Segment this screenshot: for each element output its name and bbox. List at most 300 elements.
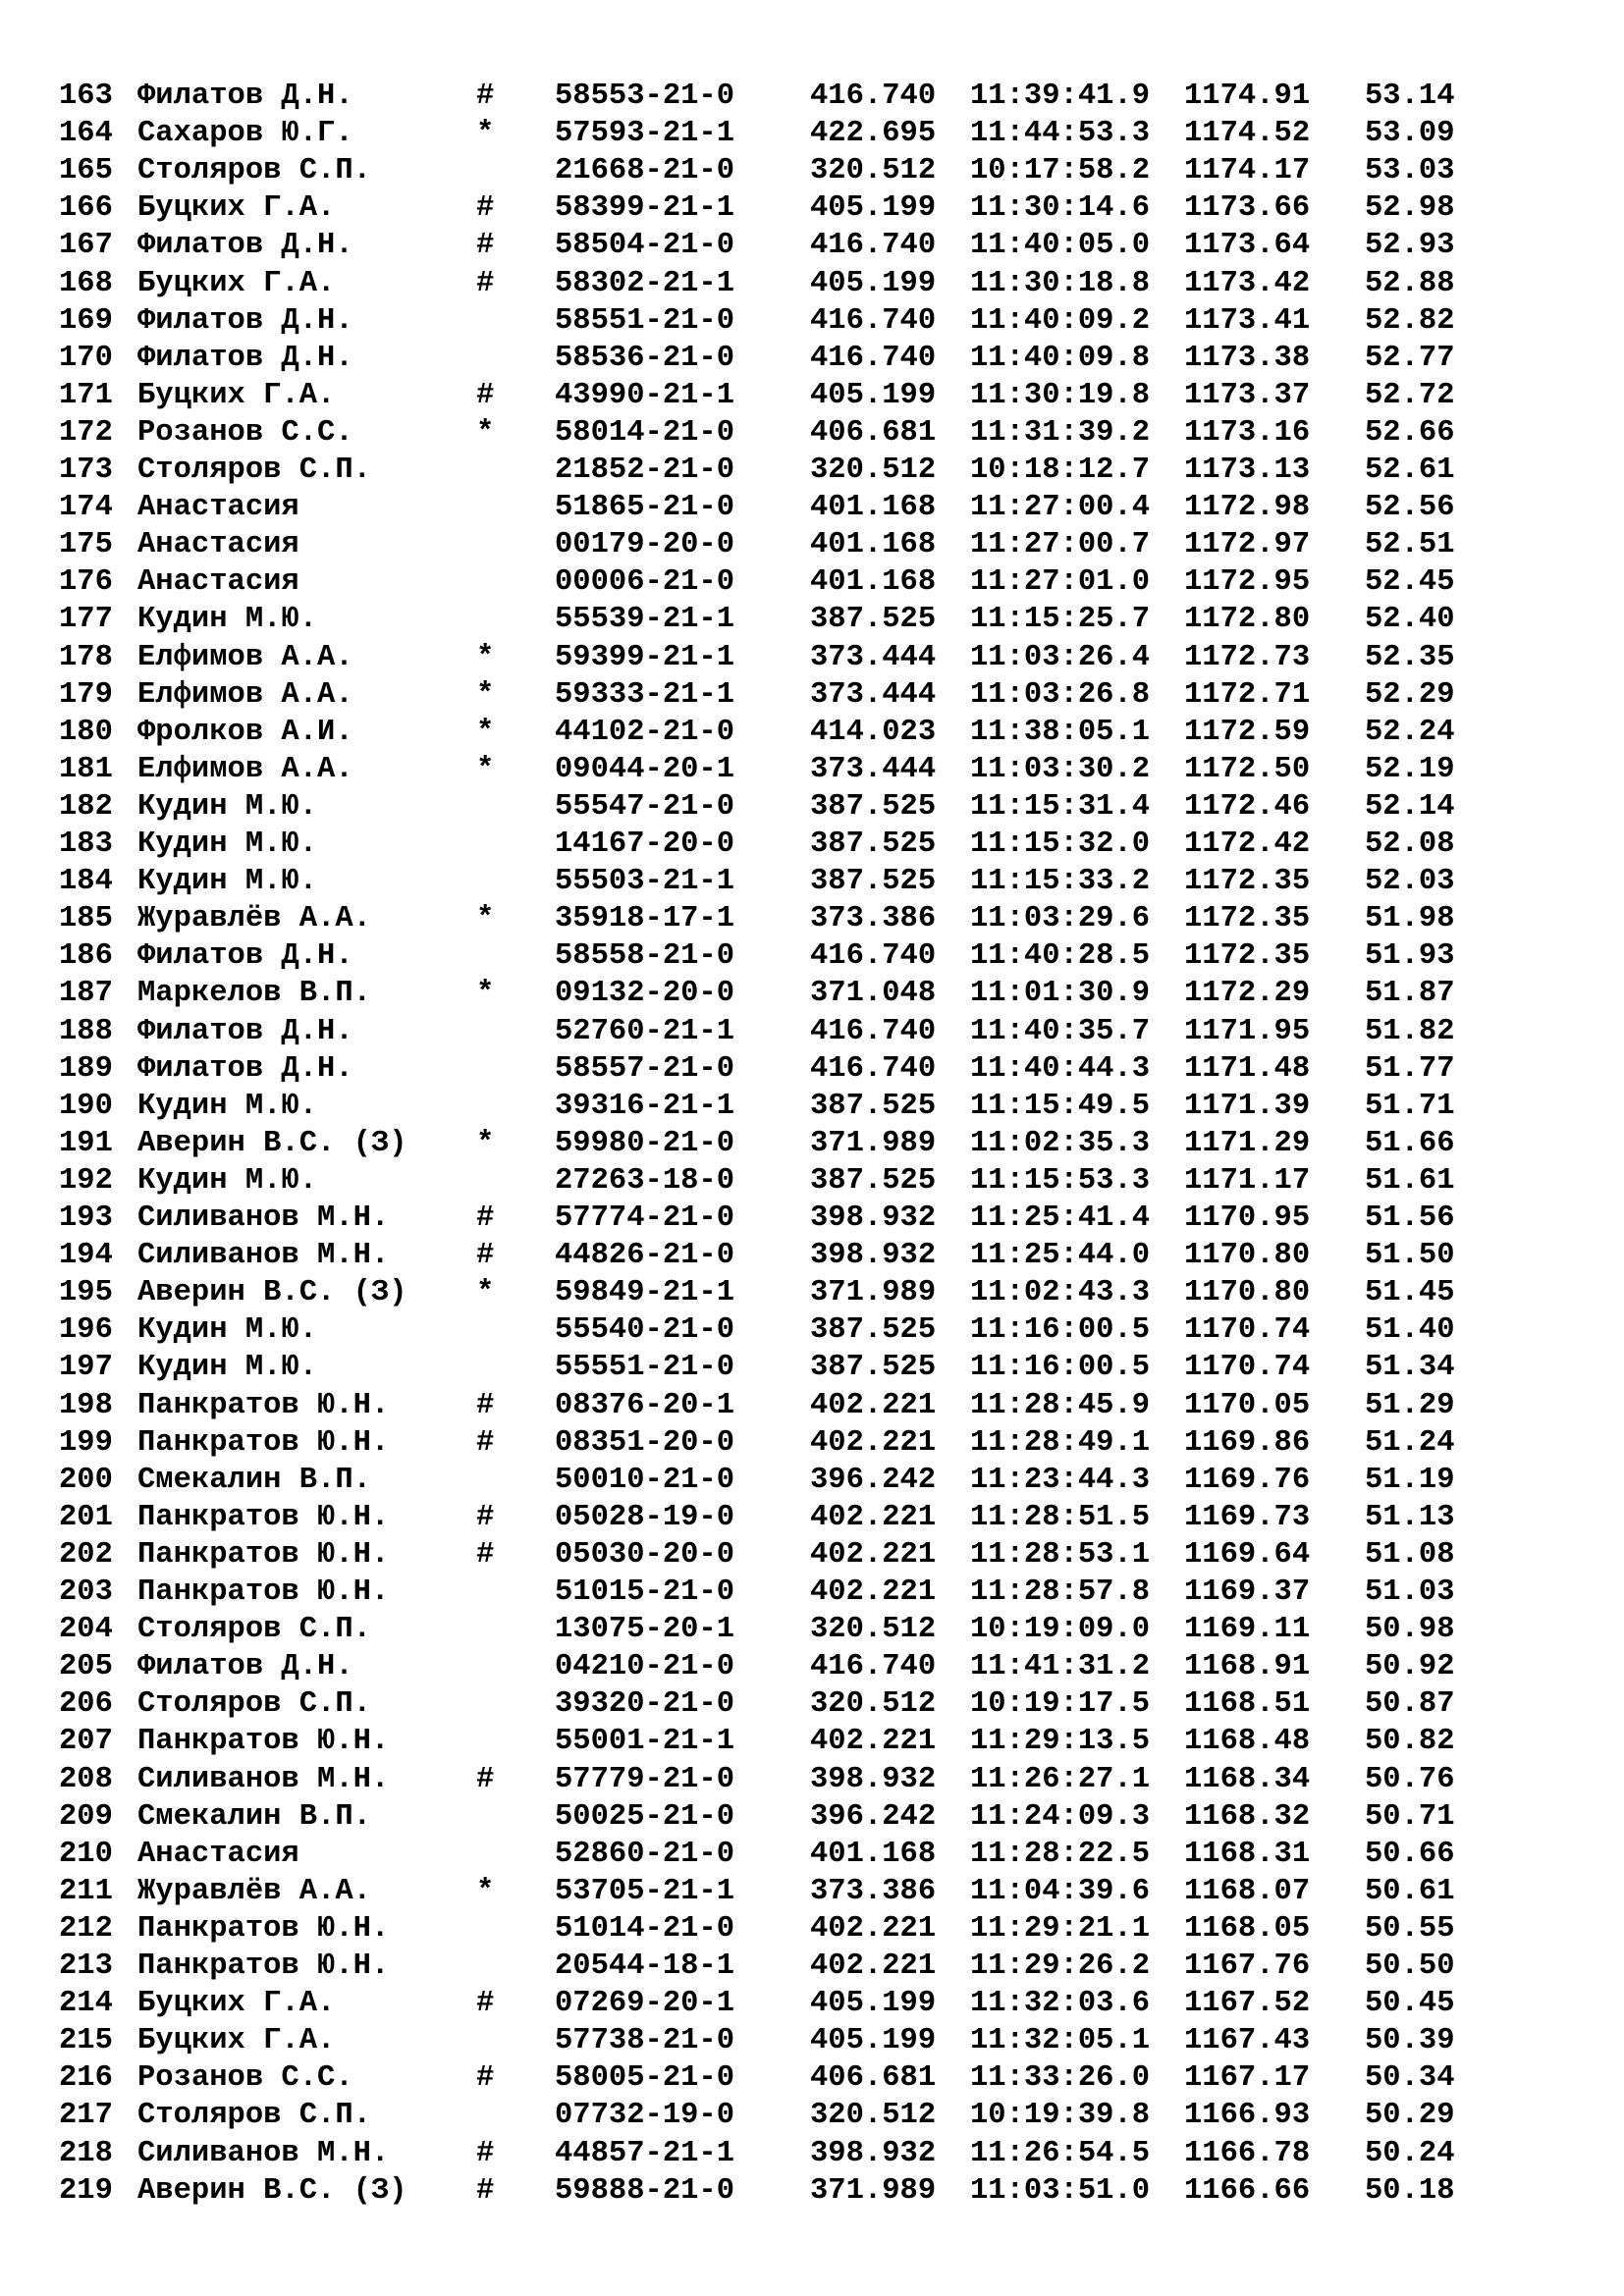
place-number: 213 bbox=[59, 1949, 113, 1983]
place-number: 209 bbox=[59, 1799, 113, 1834]
table-row bbox=[59, 78, 1571, 115]
speed-value: 1170.80 bbox=[1184, 1276, 1311, 1310]
score-value: 52.14 bbox=[1365, 789, 1455, 824]
ring-number: 05028-19-0 bbox=[555, 1500, 735, 1534]
distance-value: 398.932 bbox=[810, 1762, 937, 1796]
table-row bbox=[59, 1050, 1571, 1088]
ring-number: 58399-21-1 bbox=[555, 191, 735, 226]
ring-number: 55539-21-1 bbox=[555, 603, 735, 637]
speed-value: 1173.13 bbox=[1184, 454, 1311, 487]
fancier-name: Панкратов Ю.Н. bbox=[137, 1425, 390, 1460]
ring-number: 58553-21-0 bbox=[555, 80, 735, 113]
place-number: 208 bbox=[59, 1762, 113, 1796]
arrival-time: 11:02:43.3 bbox=[970, 1276, 1151, 1310]
place-number: 176 bbox=[59, 565, 113, 600]
mark-symbol: # bbox=[476, 266, 495, 300]
score-value: 50.55 bbox=[1365, 1911, 1455, 1946]
score-value: 52.24 bbox=[1365, 715, 1455, 749]
table-row bbox=[59, 2135, 1571, 2172]
distance-value: 387.525 bbox=[810, 865, 937, 899]
arrival-time: 10:19:09.0 bbox=[970, 1613, 1151, 1647]
place-number: 189 bbox=[59, 1051, 113, 1086]
fancier-name: Столяров С.П. bbox=[137, 2099, 371, 2133]
distance-value: 373.444 bbox=[810, 752, 937, 786]
arrival-time: 11:29:26.2 bbox=[970, 1949, 1151, 1983]
mark-symbol: * bbox=[476, 1874, 495, 1908]
speed-value: 1168.31 bbox=[1184, 1837, 1311, 1871]
distance-value: 402.221 bbox=[810, 1425, 937, 1460]
table-row bbox=[59, 1648, 1571, 1685]
fancier-name: Филатов Д.Н. bbox=[137, 80, 353, 113]
score-value: 51.61 bbox=[1365, 1163, 1455, 1198]
fancier-name: Кудин М.Ю. bbox=[137, 828, 318, 861]
place-number: 182 bbox=[59, 789, 113, 824]
fancier-name: Сахаров Ю.Г. bbox=[137, 117, 353, 151]
speed-value: 1172.50 bbox=[1184, 752, 1311, 786]
speed-value: 1172.42 bbox=[1184, 828, 1311, 861]
ring-number: 13075-20-1 bbox=[555, 1613, 735, 1647]
fancier-name: Панкратов Ю.Н. bbox=[137, 1388, 390, 1422]
mark-symbol: * bbox=[476, 1276, 495, 1310]
score-value: 52.51 bbox=[1365, 528, 1455, 562]
arrival-time: 11:23:44.3 bbox=[970, 1463, 1151, 1497]
place-number: 202 bbox=[59, 1537, 113, 1572]
arrival-time: 11:28:57.8 bbox=[970, 1575, 1151, 1609]
fancier-name: Кудин М.Ю. bbox=[137, 865, 318, 899]
table-row bbox=[59, 2022, 1571, 2059]
ring-number: 58302-21-1 bbox=[555, 266, 735, 300]
place-number: 211 bbox=[59, 1874, 113, 1908]
distance-value: 387.525 bbox=[810, 789, 937, 824]
mark-symbol: * bbox=[476, 902, 495, 936]
ring-number: 58558-21-0 bbox=[555, 939, 735, 974]
place-number: 212 bbox=[59, 1911, 113, 1946]
speed-value: 1171.17 bbox=[1184, 1163, 1311, 1198]
mark-symbol: * bbox=[476, 715, 495, 749]
table-row bbox=[59, 1685, 1571, 1723]
fancier-name: Филатов Д.Н. bbox=[137, 303, 353, 338]
score-value: 51.13 bbox=[1365, 1500, 1455, 1534]
distance-value: 371.989 bbox=[810, 1276, 937, 1310]
fancier-name: Силиванов М.Н. bbox=[137, 2136, 390, 2170]
fancier-name: Силиванов М.Н. bbox=[137, 1762, 390, 1796]
table-row bbox=[59, 975, 1571, 1012]
fancier-name: Буцких Г.А. bbox=[137, 266, 336, 300]
fancier-name: Силиванов М.Н. bbox=[137, 1201, 390, 1235]
score-value: 51.71 bbox=[1365, 1089, 1455, 1123]
distance-value: 373.444 bbox=[810, 640, 937, 674]
fancier-name: Розанов С.С. bbox=[137, 2061, 353, 2096]
distance-value: 405.199 bbox=[810, 2024, 937, 2058]
ring-number: 50025-21-0 bbox=[555, 1799, 735, 1834]
mark-symbol: # bbox=[476, 229, 495, 263]
arrival-time: 11:33:26.0 bbox=[970, 2061, 1151, 2096]
speed-value: 1172.35 bbox=[1184, 939, 1311, 974]
distance-value: 405.199 bbox=[810, 191, 937, 226]
fancier-name: Кудин М.Ю. bbox=[137, 1089, 318, 1123]
table-row bbox=[59, 1424, 1571, 1462]
fancier-name: Буцких Г.А. bbox=[137, 378, 336, 412]
fancier-name: Елфимов А.А. bbox=[137, 752, 353, 786]
table-row bbox=[59, 1948, 1571, 1985]
ring-number: 53705-21-1 bbox=[555, 1874, 735, 1908]
table-row bbox=[59, 1536, 1571, 1574]
ring-number: 07732-19-0 bbox=[555, 2099, 735, 2133]
ring-number: 59980-21-0 bbox=[555, 1126, 735, 1160]
score-value: 51.66 bbox=[1365, 1126, 1455, 1160]
table-row bbox=[59, 1237, 1571, 1274]
fancier-name: Анастасия bbox=[137, 1837, 299, 1871]
score-value: 51.40 bbox=[1365, 1313, 1455, 1348]
distance-value: 371.989 bbox=[810, 1126, 937, 1160]
speed-value: 1167.76 bbox=[1184, 1949, 1311, 1983]
ring-number: 44857-21-1 bbox=[555, 2136, 735, 2170]
distance-value: 416.740 bbox=[810, 1014, 937, 1048]
distance-value: 401.168 bbox=[810, 528, 937, 562]
score-value: 51.77 bbox=[1365, 1051, 1455, 1086]
fancier-name: Филатов Д.Н. bbox=[137, 1014, 353, 1048]
table-row bbox=[59, 1162, 1571, 1200]
ring-number: 58005-21-0 bbox=[555, 2061, 735, 2096]
speed-value: 1170.74 bbox=[1184, 1351, 1311, 1385]
arrival-time: 11:15:49.5 bbox=[970, 1089, 1151, 1123]
table-row bbox=[59, 1013, 1571, 1050]
speed-value: 1172.98 bbox=[1184, 491, 1311, 525]
table-row bbox=[59, 1723, 1571, 1760]
place-number: 186 bbox=[59, 939, 113, 974]
table-row bbox=[59, 1387, 1571, 1424]
place-number: 179 bbox=[59, 677, 113, 712]
ring-number: 57738-21-0 bbox=[555, 2024, 735, 2058]
arrival-time: 11:29:13.5 bbox=[970, 1725, 1151, 1759]
place-number: 197 bbox=[59, 1351, 113, 1385]
place-number: 193 bbox=[59, 1201, 113, 1235]
table-row bbox=[59, 937, 1571, 975]
score-value: 50.24 bbox=[1365, 2136, 1455, 2170]
ring-number: 57774-21-0 bbox=[555, 1201, 735, 1235]
arrival-time: 11:15:53.3 bbox=[970, 1163, 1151, 1198]
score-value: 51.03 bbox=[1365, 1575, 1455, 1609]
distance-value: 320.512 bbox=[810, 2099, 937, 2133]
ring-number: 08376-20-1 bbox=[555, 1388, 735, 1422]
ring-number: 14167-20-0 bbox=[555, 828, 735, 861]
table-row bbox=[59, 863, 1571, 900]
ring-number: 55547-21-0 bbox=[555, 789, 735, 824]
distance-value: 406.681 bbox=[810, 415, 937, 450]
speed-value: 1172.46 bbox=[1184, 789, 1311, 824]
ring-number: 58551-21-0 bbox=[555, 303, 735, 338]
ring-number: 44826-21-0 bbox=[555, 1239, 735, 1273]
score-value: 51.56 bbox=[1365, 1201, 1455, 1235]
arrival-time: 11:25:44.0 bbox=[970, 1239, 1151, 1273]
mark-symbol: # bbox=[476, 1537, 495, 1572]
place-number: 167 bbox=[59, 229, 113, 263]
score-value: 51.87 bbox=[1365, 977, 1455, 1011]
speed-value: 1173.16 bbox=[1184, 415, 1311, 450]
speed-value: 1173.64 bbox=[1184, 229, 1311, 263]
distance-value: 398.932 bbox=[810, 1239, 937, 1273]
place-number: 195 bbox=[59, 1276, 113, 1310]
fancier-name: Анастасия bbox=[137, 565, 299, 600]
arrival-time: 11:40:09.8 bbox=[970, 341, 1151, 375]
arrival-time: 11:03:26.4 bbox=[970, 640, 1151, 674]
score-value: 51.93 bbox=[1365, 939, 1455, 974]
place-number: 214 bbox=[59, 1987, 113, 2021]
score-value: 51.82 bbox=[1365, 1014, 1455, 1048]
distance-value: 405.199 bbox=[810, 378, 937, 412]
mark-symbol: * bbox=[476, 752, 495, 786]
fancier-name: Смекалин В.П. bbox=[137, 1799, 371, 1834]
distance-value: 416.740 bbox=[810, 229, 937, 263]
place-number: 169 bbox=[59, 303, 113, 338]
speed-value: 1172.29 bbox=[1184, 977, 1311, 1011]
arrival-time: 11:26:54.5 bbox=[970, 2136, 1151, 2170]
speed-value: 1172.97 bbox=[1184, 528, 1311, 562]
arrival-time: 11:15:32.0 bbox=[970, 828, 1151, 861]
arrival-time: 11:30:14.6 bbox=[970, 191, 1151, 226]
arrival-time: 11:28:22.5 bbox=[970, 1837, 1151, 1871]
table-row bbox=[59, 1499, 1571, 1536]
fancier-name: Панкратов Ю.Н. bbox=[137, 1949, 390, 1983]
distance-value: 387.525 bbox=[810, 1351, 937, 1385]
place-number: 205 bbox=[59, 1650, 113, 1684]
place-number: 219 bbox=[59, 2173, 113, 2208]
ring-number: 08351-20-0 bbox=[555, 1425, 735, 1460]
place-number: 175 bbox=[59, 528, 113, 562]
arrival-time: 11:40:05.0 bbox=[970, 229, 1151, 263]
speed-value: 1168.48 bbox=[1184, 1725, 1311, 1759]
ring-number: 44102-21-0 bbox=[555, 715, 735, 749]
ring-number: 09044-20-1 bbox=[555, 752, 735, 786]
table-row bbox=[59, 900, 1571, 937]
arrival-time: 11:40:28.5 bbox=[970, 939, 1151, 974]
table-row bbox=[59, 1200, 1571, 1237]
place-number: 164 bbox=[59, 117, 113, 151]
table-row bbox=[59, 1274, 1571, 1311]
table-row bbox=[59, 152, 1571, 189]
place-number: 178 bbox=[59, 640, 113, 674]
ring-number: 55001-21-1 bbox=[555, 1725, 735, 1759]
fancier-name: Фролков А.И. bbox=[137, 715, 353, 749]
fancier-name: Кудин М.Ю. bbox=[137, 1313, 318, 1348]
place-number: 180 bbox=[59, 715, 113, 749]
arrival-time: 11:40:44.3 bbox=[970, 1051, 1151, 1086]
fancier-name: Филатов Д.Н. bbox=[137, 1650, 353, 1684]
place-number: 165 bbox=[59, 154, 113, 188]
speed-value: 1173.66 bbox=[1184, 191, 1311, 226]
distance-value: 373.444 bbox=[810, 677, 937, 712]
place-number: 174 bbox=[59, 491, 113, 525]
ring-number: 35918-17-1 bbox=[555, 902, 735, 936]
mark-symbol: * bbox=[476, 977, 495, 1011]
table-row bbox=[59, 788, 1571, 826]
score-value: 52.08 bbox=[1365, 828, 1455, 861]
score-value: 50.98 bbox=[1365, 1613, 1455, 1647]
fancier-name: Смекалин В.П. bbox=[137, 1463, 371, 1497]
ring-number: 04210-21-0 bbox=[555, 1650, 735, 1684]
speed-value: 1173.38 bbox=[1184, 341, 1311, 375]
speed-value: 1174.52 bbox=[1184, 117, 1311, 151]
fancier-name: Журавлёв А.А. bbox=[137, 902, 371, 936]
distance-value: 402.221 bbox=[810, 1388, 937, 1422]
fancier-name: Панкратов Ю.Н. bbox=[137, 1911, 390, 1946]
score-value: 52.56 bbox=[1365, 491, 1455, 525]
distance-value: 398.932 bbox=[810, 1201, 937, 1235]
place-number: 216 bbox=[59, 2061, 113, 2096]
place-number: 203 bbox=[59, 1575, 113, 1609]
ring-number: 57593-21-1 bbox=[555, 117, 735, 151]
place-number: 184 bbox=[59, 865, 113, 899]
table-row bbox=[59, 1349, 1571, 1386]
ring-number: 58014-21-0 bbox=[555, 415, 735, 450]
fancier-name: Столяров С.П. bbox=[137, 154, 371, 188]
speed-value: 1169.11 bbox=[1184, 1613, 1311, 1647]
place-number: 187 bbox=[59, 977, 113, 1011]
arrival-time: 11:24:09.3 bbox=[970, 1799, 1151, 1834]
arrival-time: 11:03:29.6 bbox=[970, 902, 1151, 936]
speed-value: 1169.37 bbox=[1184, 1575, 1311, 1609]
table-row bbox=[59, 1611, 1571, 1648]
ring-number: 57779-21-0 bbox=[555, 1762, 735, 1796]
speed-value: 1167.52 bbox=[1184, 1987, 1311, 2021]
arrival-time: 10:17:58.2 bbox=[970, 154, 1151, 188]
fancier-name: Буцких Г.А. bbox=[137, 191, 336, 226]
table-row bbox=[59, 826, 1571, 863]
place-number: 171 bbox=[59, 378, 113, 412]
speed-value: 1171.39 bbox=[1184, 1089, 1311, 1123]
distance-value: 387.525 bbox=[810, 603, 937, 637]
speed-value: 1173.42 bbox=[1184, 266, 1311, 300]
score-value: 50.34 bbox=[1365, 2061, 1455, 2096]
fancier-name: Розанов С.С. bbox=[137, 415, 353, 450]
fancier-name: Филатов Д.Н. bbox=[137, 1051, 353, 1086]
place-number: 177 bbox=[59, 603, 113, 637]
speed-value: 1168.51 bbox=[1184, 1687, 1311, 1722]
speed-value: 1167.43 bbox=[1184, 2024, 1311, 2058]
table-row bbox=[59, 377, 1571, 414]
speed-value: 1166.66 bbox=[1184, 2173, 1311, 2208]
speed-value: 1171.48 bbox=[1184, 1051, 1311, 1086]
score-value: 53.09 bbox=[1365, 117, 1455, 151]
table-row bbox=[59, 714, 1571, 751]
score-value: 51.98 bbox=[1365, 902, 1455, 936]
fancier-name: Столяров С.П. bbox=[137, 454, 371, 487]
distance-value: 416.740 bbox=[810, 303, 937, 338]
ring-number: 51015-21-0 bbox=[555, 1575, 735, 1609]
distance-value: 406.681 bbox=[810, 2061, 937, 2096]
fancier-name: Кудин М.Ю. bbox=[137, 789, 318, 824]
table-row bbox=[59, 265, 1571, 302]
ring-number: 09132-20-0 bbox=[555, 977, 735, 1011]
distance-value: 414.023 bbox=[810, 715, 937, 749]
table-row bbox=[59, 1125, 1571, 1162]
distance-value: 320.512 bbox=[810, 1613, 937, 1647]
table-row bbox=[59, 676, 1571, 714]
distance-value: 402.221 bbox=[810, 1537, 937, 1572]
arrival-time: 11:32:03.6 bbox=[970, 1987, 1151, 2021]
table-row bbox=[59, 1798, 1571, 1836]
arrival-time: 11:40:09.2 bbox=[970, 303, 1151, 338]
table-row bbox=[59, 2097, 1571, 2134]
arrival-time: 11:02:35.3 bbox=[970, 1126, 1151, 1160]
table-row bbox=[59, 227, 1571, 264]
fancier-name: Столяров С.П. bbox=[137, 1687, 371, 1722]
fancier-name: Елфимов А.А. bbox=[137, 677, 353, 712]
place-number: 183 bbox=[59, 828, 113, 861]
speed-value: 1172.35 bbox=[1184, 902, 1311, 936]
ring-number: 59849-21-1 bbox=[555, 1276, 735, 1310]
arrival-time: 11:26:27.1 bbox=[970, 1762, 1151, 1796]
table-row bbox=[59, 601, 1571, 638]
arrival-time: 11:04:39.6 bbox=[970, 1874, 1151, 1908]
speed-value: 1174.91 bbox=[1184, 80, 1311, 113]
mark-symbol: * bbox=[476, 640, 495, 674]
place-number: 170 bbox=[59, 341, 113, 375]
arrival-time: 11:28:53.1 bbox=[970, 1537, 1151, 1572]
ring-number: 21852-21-0 bbox=[555, 454, 735, 487]
place-number: 172 bbox=[59, 415, 113, 450]
speed-value: 1172.95 bbox=[1184, 565, 1311, 600]
speed-value: 1169.64 bbox=[1184, 1537, 1311, 1572]
arrival-time: 11:15:25.7 bbox=[970, 603, 1151, 637]
distance-value: 396.242 bbox=[810, 1463, 937, 1497]
table-row bbox=[59, 340, 1571, 377]
fancier-name: Аверин В.С. (З) bbox=[137, 2173, 407, 2208]
mark-symbol: # bbox=[476, 80, 495, 113]
speed-value: 1169.73 bbox=[1184, 1500, 1311, 1534]
ring-number: 52760-21-1 bbox=[555, 1014, 735, 1048]
mark-symbol: # bbox=[476, 191, 495, 226]
ring-number: 00179-20-0 bbox=[555, 528, 735, 562]
speed-value: 1171.29 bbox=[1184, 1126, 1311, 1160]
arrival-time: 11:03:51.0 bbox=[970, 2173, 1151, 2208]
speed-value: 1169.86 bbox=[1184, 1425, 1311, 1460]
table-row bbox=[59, 2059, 1571, 2097]
ring-number: 21668-21-0 bbox=[555, 154, 735, 188]
ring-number: 39316-21-1 bbox=[555, 1089, 735, 1123]
arrival-time: 11:15:31.4 bbox=[970, 789, 1151, 824]
table-row bbox=[59, 302, 1571, 340]
speed-value: 1168.34 bbox=[1184, 1762, 1311, 1796]
distance-value: 398.932 bbox=[810, 2136, 937, 2170]
score-value: 52.40 bbox=[1365, 603, 1455, 637]
arrival-time: 11:25:41.4 bbox=[970, 1201, 1151, 1235]
ring-number: 51014-21-0 bbox=[555, 1911, 735, 1946]
mark-symbol: # bbox=[476, 2061, 495, 2096]
table-row bbox=[59, 751, 1571, 788]
distance-value: 387.525 bbox=[810, 1089, 937, 1123]
distance-value: 320.512 bbox=[810, 154, 937, 188]
score-value: 51.24 bbox=[1365, 1425, 1455, 1460]
distance-value: 320.512 bbox=[810, 454, 937, 487]
ring-number: 39320-21-0 bbox=[555, 1687, 735, 1722]
table-row bbox=[59, 563, 1571, 601]
speed-value: 1172.71 bbox=[1184, 677, 1311, 712]
table-row bbox=[59, 639, 1571, 676]
ring-number: 59888-21-0 bbox=[555, 2173, 735, 2208]
ring-number: 20544-18-1 bbox=[555, 1949, 735, 1983]
speed-value: 1167.17 bbox=[1184, 2061, 1311, 2096]
score-value: 52.72 bbox=[1365, 378, 1455, 412]
arrival-time: 10:19:17.5 bbox=[970, 1687, 1151, 1722]
place-number: 199 bbox=[59, 1425, 113, 1460]
speed-value: 1169.76 bbox=[1184, 1463, 1311, 1497]
fancier-name: Панкратов Ю.Н. bbox=[137, 1725, 390, 1759]
score-value: 50.76 bbox=[1365, 1762, 1455, 1796]
arrival-time: 11:16:00.5 bbox=[970, 1351, 1151, 1385]
score-value: 52.77 bbox=[1365, 341, 1455, 375]
speed-value: 1171.95 bbox=[1184, 1014, 1311, 1048]
